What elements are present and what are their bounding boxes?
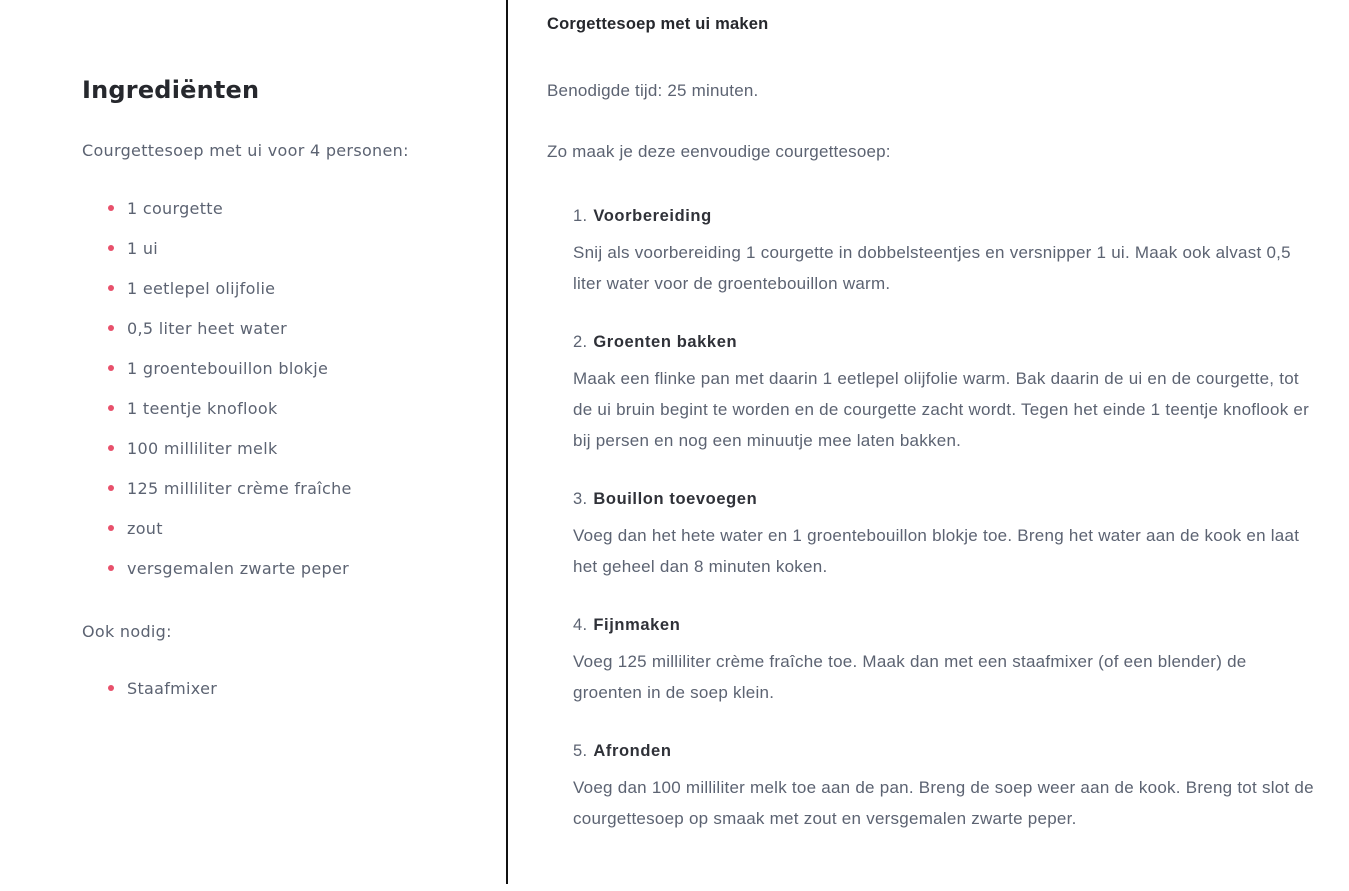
bullet-icon: [108, 685, 114, 691]
ingredient-label: 1 courgette: [127, 198, 223, 218]
step-text: Voeg 125 milliliter crème fraîche toe. Maak dan met een staafmixer (of een blender) de groenten in de soep klein.: [573, 652, 1247, 702]
ingredient-item: [108, 198, 482, 218]
ingredient-label: 1 teentje knoflook: [127, 398, 278, 418]
step-item: [573, 333, 1322, 456]
step-number: 5.: [573, 742, 588, 760]
bullet-icon: [108, 205, 114, 211]
ingredients-list: [82, 198, 482, 578]
bullet-icon: [108, 285, 114, 291]
steps-list: [547, 207, 1322, 834]
ingredient-item: [108, 398, 482, 418]
ingredient-label: Staafmixer: [127, 678, 218, 698]
step-item: [573, 742, 1322, 834]
ingredient-item: [108, 558, 482, 578]
step-header: [573, 207, 1322, 226]
bullet-icon: [108, 565, 114, 571]
ingredients-intro: Courgettesoep met ui voor 4 personen:: [82, 141, 409, 160]
instructions-intro: Zo maak je deze eenvoudige courgettesoep:: [547, 142, 891, 161]
bullet-icon: [108, 325, 114, 331]
ingredient-item: [108, 358, 482, 378]
ingredient-item: [108, 278, 482, 298]
column-divider: [506, 0, 508, 884]
step-number: 4.: [573, 616, 588, 634]
also-needed-list: [82, 678, 482, 698]
ingredient-item: [108, 438, 482, 458]
step-number: 1.: [573, 207, 588, 225]
instructions-title: Corgettesoep met ui maken: [547, 15, 769, 33]
bullet-icon: [108, 405, 114, 411]
ingredient-label: 1 eetlepel olijfolie: [127, 278, 276, 298]
ingredient-item: [108, 318, 482, 338]
bullet-icon: [108, 485, 114, 491]
bullet-icon: [108, 525, 114, 531]
step-title: Bouillon toevoegen: [593, 490, 758, 508]
ingredient-label: versgemalen zwarte peper: [127, 558, 349, 578]
step-header: [573, 742, 1322, 761]
step-text: Voeg dan 100 milliliter melk toe aan de pan. Breng de soep weer aan de kook. Breng tot slot de courgettesoep op smaak met zout en versgemalen zwarte peper.: [573, 778, 1314, 828]
step-text: Snij als voorbereiding 1 courgette in dobbelsteentjes en versnipper 1 ui. Maak ook alvast 0,5 liter water voor de groentebouillon warm.: [573, 243, 1291, 293]
step-header: [573, 333, 1322, 352]
bullet-icon: [108, 245, 114, 251]
step-item: [573, 207, 1322, 299]
step-title: Afronden: [593, 742, 672, 760]
step-item: [573, 490, 1322, 582]
ingredient-label: zout: [127, 518, 163, 538]
also-needed-label: Ook nodig:: [82, 622, 172, 641]
step-title: Groenten bakken: [593, 333, 738, 351]
step-number: 2.: [573, 333, 588, 351]
ingredients-panel: [82, 0, 482, 718]
bullet-icon: [108, 445, 114, 451]
step-text: Maak een flinke pan met daarin 1 eetlepel olijfolie warm. Bak daarin de ui en de courgette, tot de ui bruin begint te worden en de courgette zacht wordt. Tegen het einde 1 teentje knoflook er bij persen en nog een minuutje mee laten bakken.: [573, 369, 1310, 450]
time-needed-text: Benodigde tijd: 25 minuten.: [547, 81, 759, 100]
bullet-icon: [108, 365, 114, 371]
step-number: 3.: [573, 490, 588, 508]
ingredient-item: [108, 678, 482, 698]
ingredient-item: [108, 238, 482, 258]
step-header: [573, 490, 1322, 509]
ingredient-label: 1 ui: [127, 238, 159, 258]
ingredient-label: 1 groentebouillon blokje: [127, 358, 329, 378]
instructions-panel: [547, 0, 1322, 868]
step-title: Fijnmaken: [593, 616, 681, 634]
ingredient-label: 125 milliliter crème fraîche: [127, 478, 352, 498]
step-header: [573, 616, 1322, 635]
ingredient-item: [108, 478, 482, 498]
ingredient-label: 100 milliliter melk: [127, 438, 278, 458]
ingredients-title: Ingrediënten: [82, 76, 260, 104]
ingredient-item: [108, 518, 482, 538]
step-text: Voeg dan het hete water en 1 groentebouillon blokje toe. Breng het water aan de kook en laat het geheel dan 8 minuten koken.: [573, 526, 1300, 576]
ingredient-label: 0,5 liter heet water: [127, 318, 287, 338]
step-item: [573, 616, 1322, 708]
step-title: Voorbereiding: [593, 207, 712, 225]
